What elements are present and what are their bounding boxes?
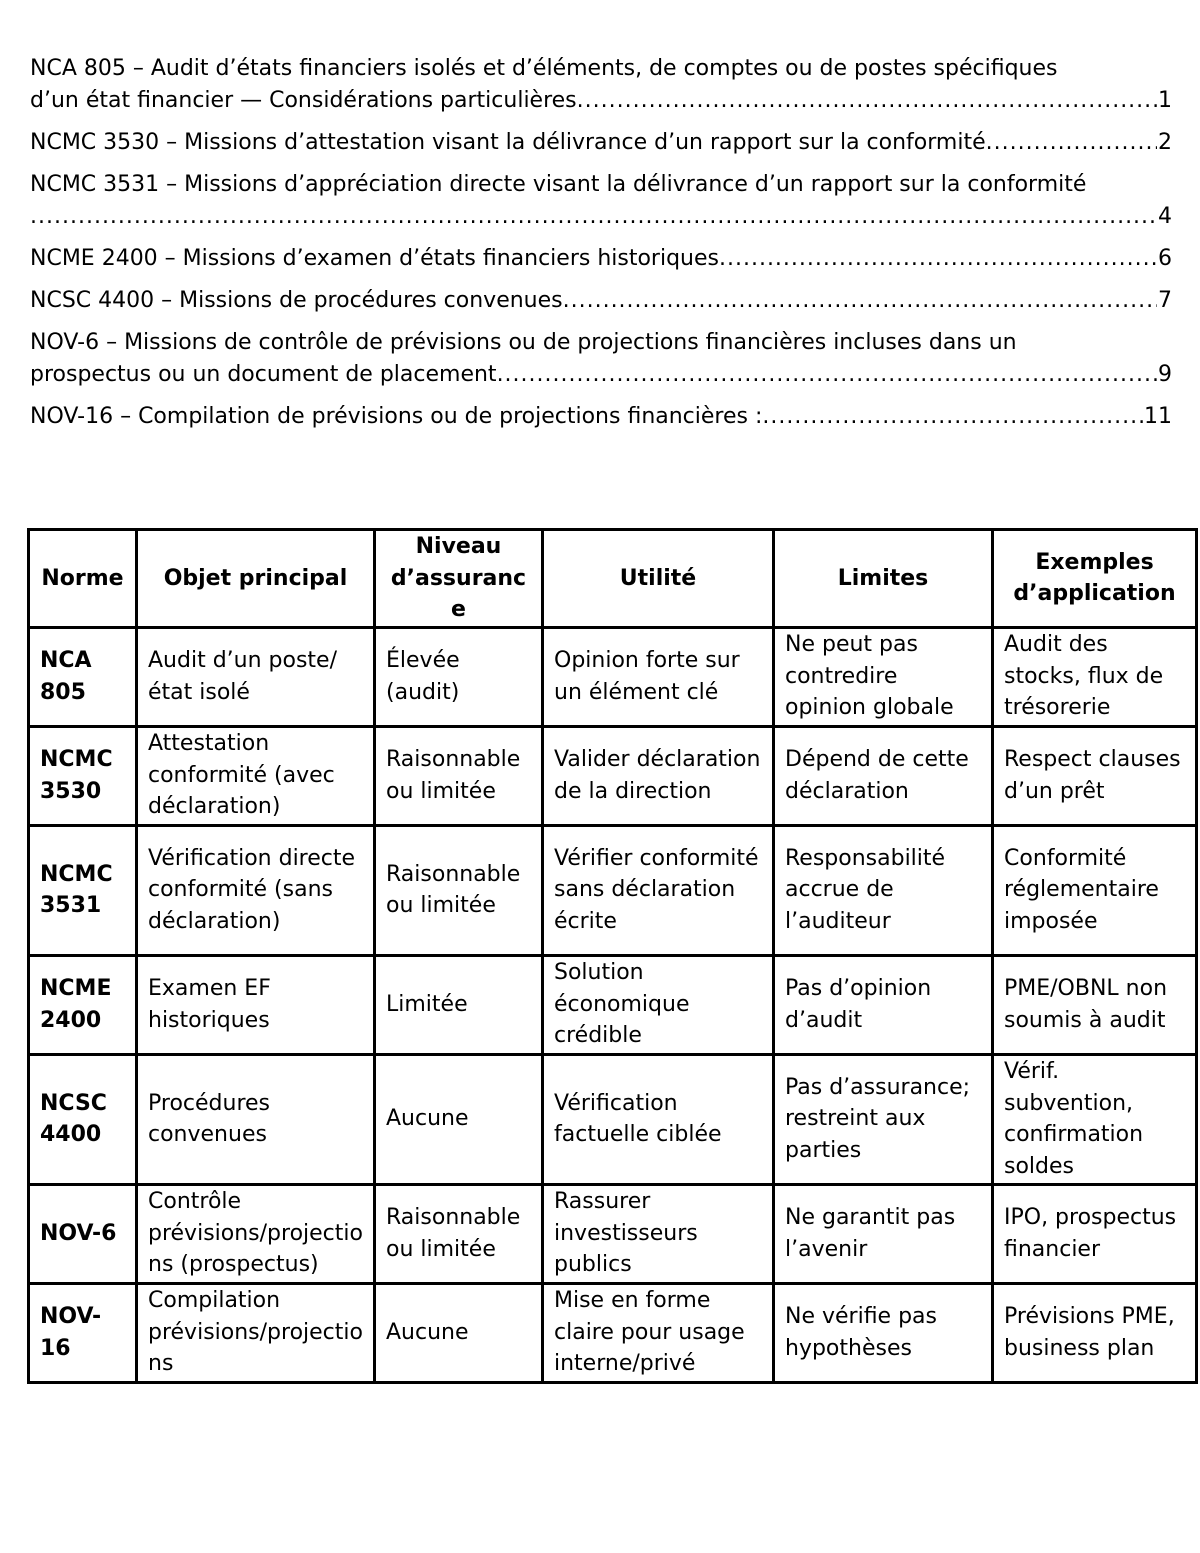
toc-line: [30, 201, 1172, 233]
column-header-norme: Norme: [29, 530, 137, 628]
toc-page-number: 11: [1144, 404, 1172, 429]
exemples-cell: Vérif. subvention, confirmation soldes: [993, 1054, 1197, 1184]
toc-line: [30, 243, 1172, 275]
norms-comparison-table: [27, 528, 1198, 1384]
toc-entry-text: NOV-6 – Missions de contrôle de prévisions ou de projections financières incluses dans un: [30, 330, 1017, 355]
column-header-utilite: Utilité: [543, 530, 774, 628]
toc-entry-text: NCSC 4400 – Missions de procédures convenues: [30, 288, 563, 313]
toc-entry-text: NCMC 3530 – Missions d’attestation visant la délivrance d’un rapport sur la conformité: [30, 130, 986, 155]
objet-cell: Examen EF historiques: [137, 955, 375, 1054]
toc-page-number: 1: [1158, 88, 1172, 113]
utilite-cell: Solution économique crédible: [543, 955, 774, 1054]
limites-cell: Dépend de cette déclaration: [774, 726, 993, 825]
toc-dot-leader: [762, 401, 1143, 433]
toc-line: [30, 53, 1172, 85]
toc-entry[interactable]: [30, 53, 1172, 117]
column-header-exemples: Exemples d’application: [993, 530, 1197, 628]
toc-dot-leader: [30, 201, 1157, 233]
norme-cell: NCMC 3531: [29, 825, 137, 955]
column-header-niveau: Niveau d’assurance: [375, 530, 543, 628]
table-header-row: [29, 530, 1197, 628]
toc-entry[interactable]: [30, 127, 1172, 159]
norme-cell: NCMC 3530: [29, 726, 137, 825]
niveau-cell: Raisonnable ou limitée: [375, 825, 543, 955]
exemples-cell: PME/OBNL non soumis à audit: [993, 955, 1197, 1054]
objet-cell: Procédures convenues: [137, 1054, 375, 1184]
toc-page-number: 2: [1158, 130, 1172, 155]
toc-dot-leader: [497, 359, 1157, 391]
column-header-limites: Limites: [774, 530, 993, 628]
toc-entry[interactable]: [30, 243, 1172, 275]
limites-cell: Ne peut pas contredire opinion globale: [774, 627, 993, 726]
utilite-cell: Rassurer investisseurs publics: [543, 1184, 774, 1283]
toc-line: [30, 327, 1172, 359]
toc-entry-text: d’un état financier — Considérations particulières: [30, 88, 577, 113]
toc-entry-text: NCMC 3531 – Missions d’appréciation directe visant la délivrance d’un rapport sur la conformité: [30, 172, 1087, 197]
toc-dot-leader: [986, 127, 1157, 159]
norme-cell: NCME 2400: [29, 955, 137, 1054]
toc-page-number: 7: [1158, 288, 1172, 313]
toc-entry[interactable]: [30, 285, 1172, 317]
toc-dot-leader: [577, 85, 1157, 117]
limites-cell: Ne garantit pas l’avenir: [774, 1184, 993, 1283]
exemples-cell: Respect clauses d’un prêt: [993, 726, 1197, 825]
toc-line: [30, 285, 1172, 317]
exemples-cell: Conformité réglementaire imposée: [993, 825, 1197, 955]
toc-line: [30, 169, 1172, 201]
toc-line: [30, 85, 1172, 117]
niveau-cell: Aucune: [375, 1054, 543, 1184]
table-row: [29, 825, 1197, 955]
toc-entry-text: NCME 2400 – Missions d’examen d’états financiers historiques: [30, 246, 719, 271]
table-row: [29, 1283, 1197, 1382]
utilite-cell: Mise en forme claire pour usage interne/privé: [543, 1283, 774, 1382]
exemples-cell: Audit des stocks, flux de trésorerie: [993, 627, 1197, 726]
toc-entry-text: NCA 805 – Audit d’états financiers isolés et d’éléments, de comptes ou de postes spécifiques: [30, 56, 1058, 81]
toc-entry-text: NOV-16 – Compilation de prévisions ou de projections financières :: [30, 404, 763, 429]
table-row: [29, 1054, 1197, 1184]
niveau-cell: Élevée (audit): [375, 627, 543, 726]
niveau-cell: Raisonnable ou limitée: [375, 726, 543, 825]
niveau-cell: Raisonnable ou limitée: [375, 1184, 543, 1283]
toc-page-number: 6: [1158, 246, 1172, 271]
norme-cell: NOV-6: [29, 1184, 137, 1283]
toc-dot-leader: [719, 243, 1157, 275]
limites-cell: Responsabilité accrue de l’auditeur: [774, 825, 993, 955]
utilite-cell: Opinion forte sur un élément clé: [543, 627, 774, 726]
niveau-cell: Limitée: [375, 955, 543, 1054]
objet-cell: Attestation conformité (avec déclaration): [137, 726, 375, 825]
utilite-cell: Vérifier conformité sans déclaration écrite: [543, 825, 774, 955]
toc-entry[interactable]: [30, 169, 1172, 233]
toc-line: [30, 127, 1172, 159]
toc-line: [30, 401, 1172, 433]
toc-dot-leader: [563, 285, 1157, 317]
norme-cell: NCSC 4400: [29, 1054, 137, 1184]
toc-page-number: 4: [1158, 204, 1172, 229]
limites-cell: Ne vérifie pas hypothèses: [774, 1283, 993, 1382]
exemples-cell: Prévisions PME, business plan: [993, 1283, 1197, 1382]
norme-cell: NOV-16: [29, 1283, 137, 1382]
utilite-cell: Vérification factuelle ciblée: [543, 1054, 774, 1184]
limites-cell: Pas d’opinion d’audit: [774, 955, 993, 1054]
table-row: [29, 627, 1197, 726]
objet-cell: Compilation prévisions/projections: [137, 1283, 375, 1382]
toc-entry[interactable]: [30, 401, 1172, 433]
objet-cell: Contrôle prévisions/projections (prospectus): [137, 1184, 375, 1283]
objet-cell: Vérification directe conformité (sans déclaration): [137, 825, 375, 955]
table-of-contents: [30, 53, 1172, 443]
table-row: [29, 1184, 1197, 1283]
niveau-cell: Aucune: [375, 1283, 543, 1382]
norme-cell: NCA 805: [29, 627, 137, 726]
exemples-cell: IPO, prospectus financier: [993, 1184, 1197, 1283]
toc-entry-text: prospectus ou un document de placement: [30, 362, 497, 387]
table-row: [29, 955, 1197, 1054]
objet-cell: Audit d’un poste/état isolé: [137, 627, 375, 726]
limites-cell: Pas d’assurance; restreint aux parties: [774, 1054, 993, 1184]
column-header-objet: Objet principal: [137, 530, 375, 628]
table-row: [29, 726, 1197, 825]
utilite-cell: Valider déclaration de la direction: [543, 726, 774, 825]
toc-entry[interactable]: [30, 327, 1172, 391]
toc-page-number: 9: [1158, 362, 1172, 387]
toc-line: [30, 359, 1172, 391]
